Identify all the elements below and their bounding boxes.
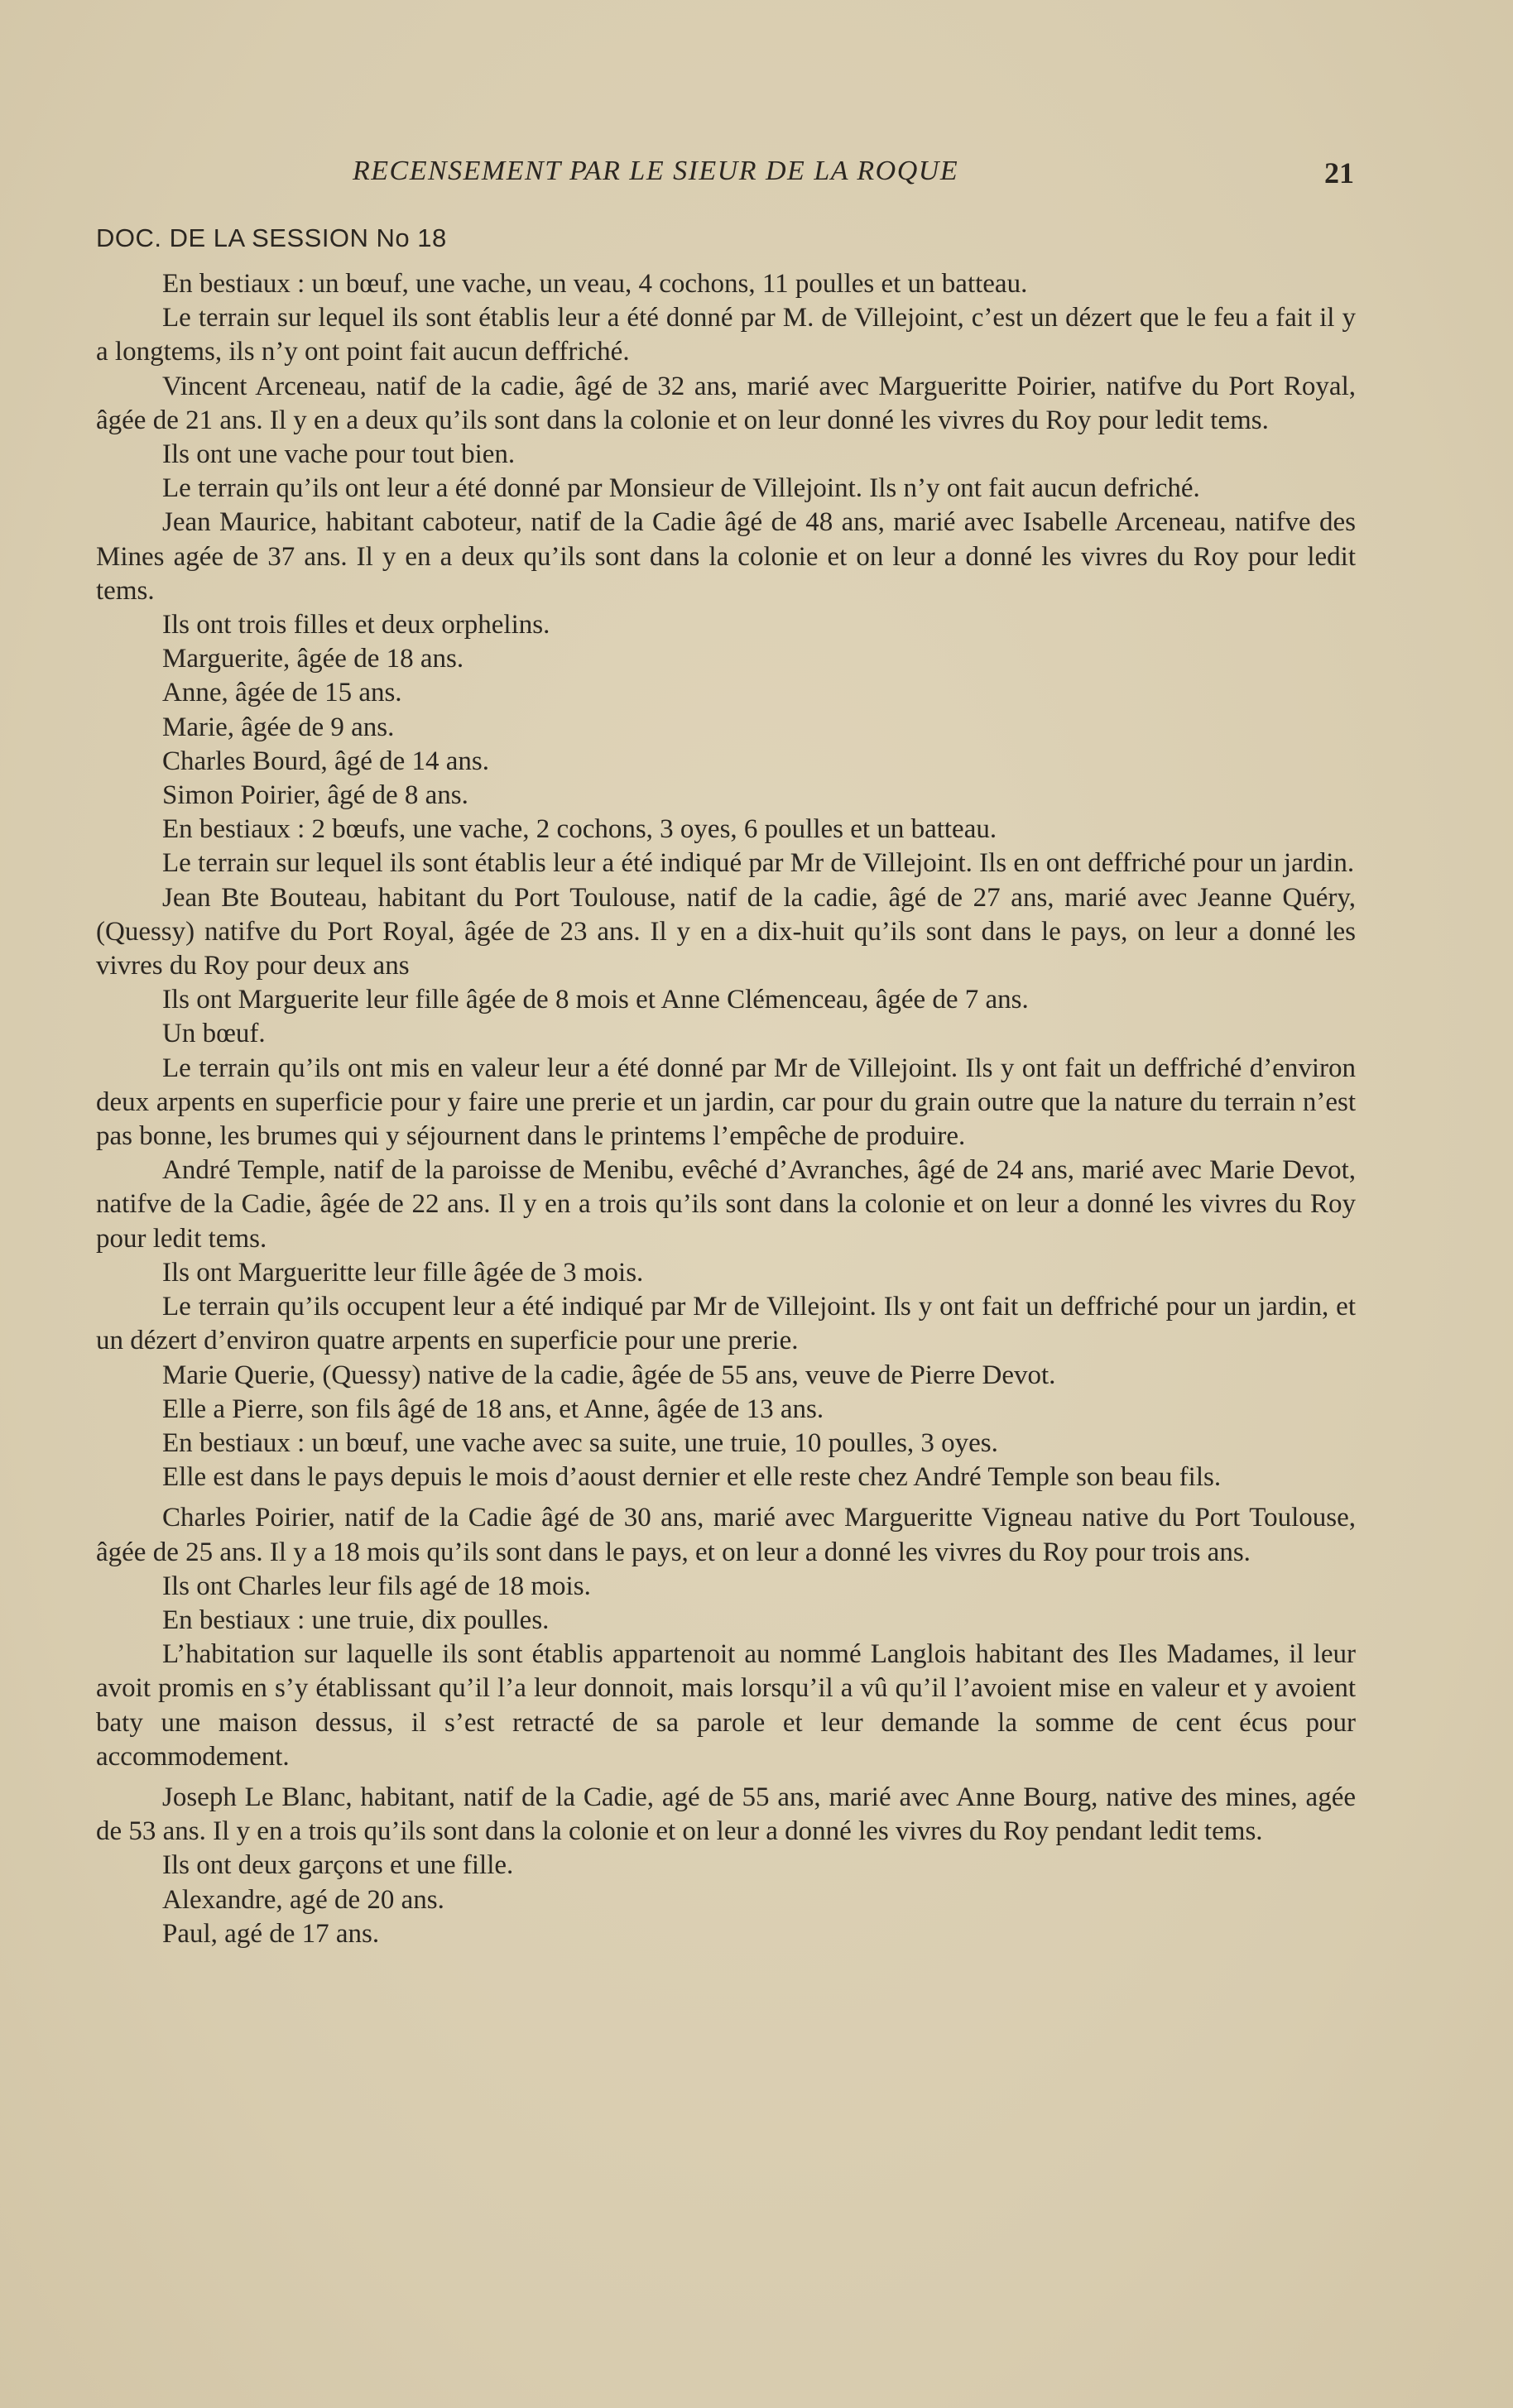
paragraph: Le terrain sur lequel ils sont établis leur a été indiqué par Mr de Villejoint. Ils en ont deffriché pour un jardin. [162, 848, 1355, 879]
paragraph: L’habitation sur laquelle ils sont établis appartenoit au nommé Langlois habitant des Iles Madames, il leur avoit promis en s’y établissant qu’il l’a leur donnoit, mais lorsqu’il a vû qu’il l’avoient mise en valeur et y avoient baty une maison dessus, il s’est retracté de sa parole et leur demande la somme de cent écus pour accommodement. [96, 1639, 1356, 1772]
paragraph: Joseph Le Blanc, habitant, natif de la Cadie, agé de 55 ans, marié avec Anne Bourg, native des mines, agée de 53 ans. Il y en a trois qu’ils sont dans la colonie et on leur a donné les vivres du Roy pendant ledit tems. [96, 1782, 1356, 1847]
paragraph: Le terrain qu’ils ont mis en valeur leur a été donné par Mr de Villejoint. Ils y ont fait un deffriché d’environ deux arpents en superficie pour y faire une prerie et un jardin, car pour du grain outre que la nature du terrain n’est pas bonne, les brumes qui y séjournent dans le printems l’empêche de produire. [96, 1053, 1356, 1152]
paragraph: Jean Maurice, habitant caboteur, natif de la Cadie âgé de 48 ans, marié avec Isabelle Arceneau, natifve des Mines agée de 37 ans. Il y en a deux qu’ils sont dans la colonie et on leur a donné les vivres du Roy pour ledit tems. [96, 507, 1356, 606]
paragraph: Ils ont Charles leur fils agé de 18 mois. [162, 1571, 591, 1601]
paragraph: Elle est dans le pays depuis le mois d’aoust dernier et elle reste chez André Temple son beau fils. [162, 1462, 1222, 1493]
paragraph: Marie, âgée de 9 ans. [162, 712, 395, 742]
paragraph: Ils ont trois filles et deux orphelins. [162, 610, 550, 640]
body-text [96, 267, 1356, 1951]
paragraph: Marguerite, âgée de 18 ans. [162, 644, 464, 674]
paragraph: Charles Poirier, natif de la Cadie âgé de 30 ans, marié avec Margueritte Vigneau native du Port Toulouse, âgée de 25 ans. Il y a 18 mois qu’ils sont dans le pays, et on leur a donné les vivres du Roy pour trois ans. [96, 1503, 1356, 1567]
paragraph: Jean Bte Bouteau, habitant du Port Toulouse, natif de la cadie, âgé de 27 ans, marié avec Jeanne Quéry, (Quessy) natifve du Port Royal, âgée de 23 ans. Il y en a dix-huit qu’ils sont dans le pays, on leur a donné les vivres du Roy pour deux ans [96, 882, 1356, 981]
paragraph: Anne, âgée de 15 ans. [162, 678, 402, 708]
paragraph: Un bœuf. [162, 1019, 266, 1049]
paragraph: Le terrain qu’ils ont leur a été donné par Monsieur de Villejoint. Ils n’y ont fait aucun defriché. [162, 473, 1200, 504]
paragraph: En bestiaux : une truie, dix poulles. [162, 1605, 550, 1635]
paragraph: Ils ont Marguerite leur fille âgée de 8 mois et Anne Clémenceau, âgée de 7 ans. [162, 985, 1029, 1015]
running-head [96, 156, 1354, 197]
paragraph: Elle a Pierre, son fils âgé de 18 ans, et Anne, âgée de 13 ans. [162, 1393, 824, 1424]
paragraph: Alexandre, agé de 20 ans. [162, 1884, 444, 1915]
paragraph: En bestiaux : 2 bœufs, une vache, 2 cochons, 3 oyes, 6 poulles et un batteau. [162, 814, 997, 845]
paragraph: André Temple, natif de la paroisse de Menibu, evêché d’Avranches, âgé de 24 ans, marié avec Marie Devot, natifve de la Cadie, âgée de 22 ans. Il y en a trois qu’ils sont dans la colonie et on leur a donné les vivres du Roy pour ledit tems. [96, 1155, 1356, 1254]
page-number: 21 [1324, 156, 1354, 189]
paragraph: Vincent Arceneau, natif de la cadie, âgé de 32 ans, marié avec Margueritte Poirier, natifve du Port Royal, âgée de 21 ans. Il y en a deux qu’ils sont dans la colonie et on leur donné les vivres du Roy pour ledit tems. [96, 371, 1356, 435]
paragraph: Paul, agé de 17 ans. [162, 1918, 380, 1949]
paragraph: Ils ont Margueritte leur fille âgée de 3 mois. [162, 1257, 644, 1288]
paragraph: Le terrain sur lequel ils sont établis leur a été donné par M. de Villejoint, c’est un dézert que le feu a fait il y a longtems, ils n’y ont point fait aucun deffriché. [96, 303, 1356, 367]
doc-session-label: DOC. DE LA SESSION No 18 [96, 223, 447, 252]
paragraph: Ils ont deux garçons et une fille. [162, 1850, 514, 1881]
paragraph: Ils ont une vache pour tout bien. [162, 439, 516, 470]
paragraph: Marie Querie, (Quessy) native de la cadie, âgée de 55 ans, veuve de Pierre Devot. [162, 1360, 1056, 1390]
paragraph: Charles Bourd, âgé de 14 ans. [162, 746, 489, 776]
paragraph: Simon Poirier, âgé de 8 ans. [162, 780, 468, 811]
running-title: RECENSEMENT PAR LE SIEUR DE LA ROQUE [353, 156, 959, 186]
paragraph: Le terrain qu’ils occupent leur a été indiqué par Mr de Villejoint. Ils y ont fait un deffriché pour un jardin, et un dézert d’environ quatre arpents en superficie pour une prerie. [96, 1292, 1356, 1356]
paragraph: En bestiaux : un bœuf, une vache, un veau, 4 cochons, 11 poulles et un batteau. [162, 269, 1028, 299]
paragraph: En bestiaux : un bœuf, une vache avec sa suite, une truie, 10 poulles, 3 oyes. [162, 1427, 998, 1458]
